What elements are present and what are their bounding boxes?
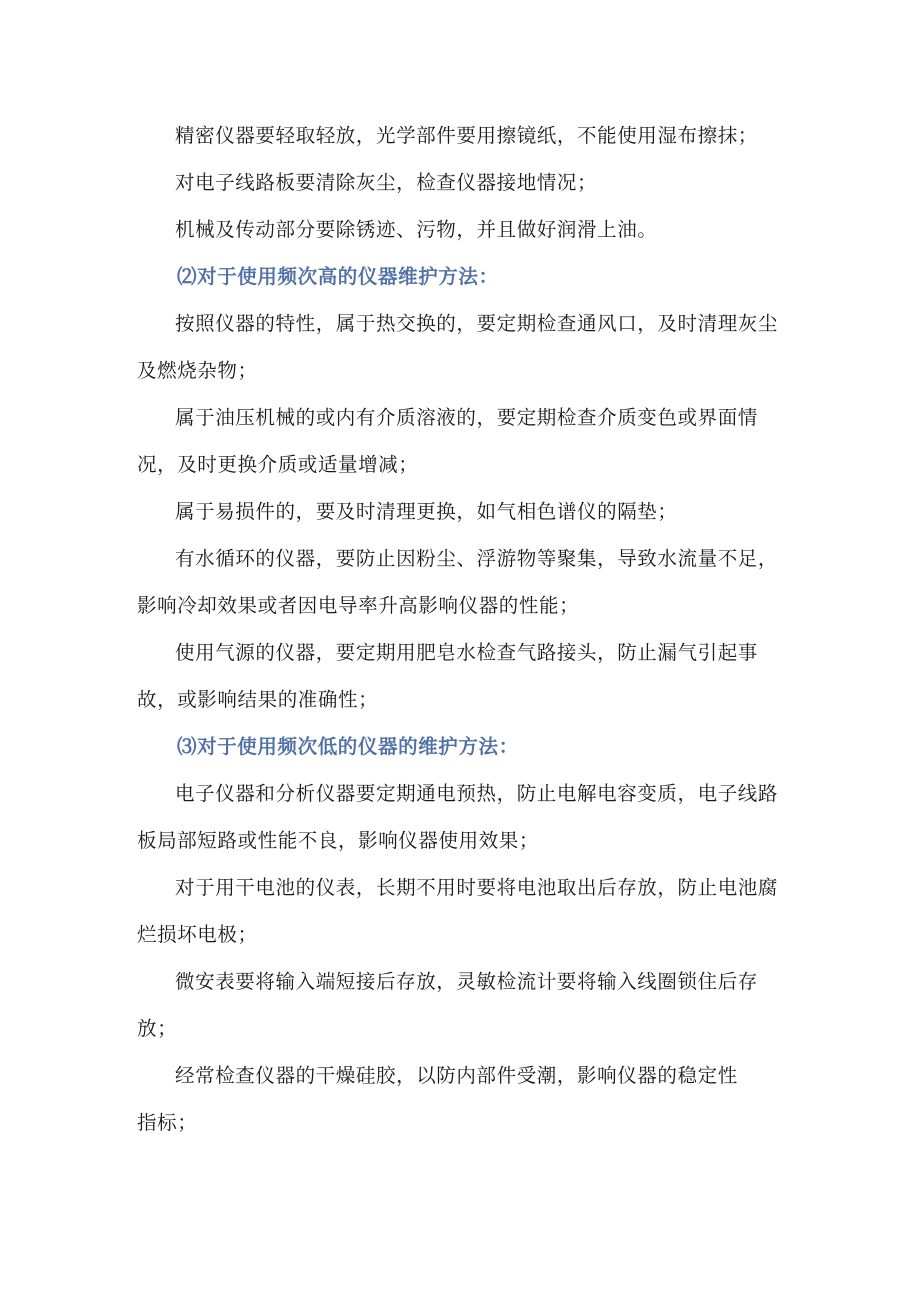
paragraph-hydraulic-medium: 属于油压机械的或内有介质溶液的，要定期检查介质变色或界面情况，及时更换介质或适量增减； [137,406,758,476]
section-heading-high-frequency: ⑵对于使用频次高的仪器维护方法： [177,265,499,288]
paragraph-mechanical-lubrication: 机械及传动部分要除锈迹、污物，并且做好润滑上油。 [175,218,658,241]
paragraph-silica-gel-check: 经常检查仪器的干燥硅胶，以防内部件受潮，影响仪器的稳定性指标； [137,1064,738,1134]
document-body [137,112,797,1146]
paragraph-heat-exchange: 按照仪器的特性，属于热交换的，要定期检查通风口，及时清理灰尘及燃烧杂物； [137,312,779,382]
paragraph-gas-source: 使用气源的仪器，要定期用肥皂水检查气路接头，防止漏气引起事故，或影响结果的准确性； [137,641,758,711]
paragraph-electronic-preheat: 电子仪器和分析仪器要定期通电预热，防止电解电容变质，电子线路板局部短路或性能不良，影响仪器使用效果； [137,782,779,852]
paragraph-dry-battery: 对于用干电池的仪表，长期不用时要将电池取出后存放，防止电池腐烂损坏电极； [137,876,779,946]
paragraph-wear-parts: 属于易损件的，要及时清理更换，如气相色谱仪的隔垫； [175,500,678,523]
paragraph-water-circulation: 有水循环的仪器，要防止因粉尘、浮游物等聚集，导致水流量不足，影响冷却效果或者因电导率升高影响仪器的性能； [137,547,779,617]
paragraph-circuit-board-dust: 对电子线路板要清除灰尘，检查仪器接地情况； [175,171,598,194]
paragraph-microammeter-storage: 微安表要将输入端短接后存放，灵敏检流计要将输入线圈锁住后存放； [137,970,758,1040]
section-heading-low-frequency: ⑶对于使用频次低的仪器的维护方法： [177,735,519,758]
paragraph-handle-precision-instruments: 精密仪器要轻取轻放，光学部件要用擦镜纸，不能使用湿布擦抹； [175,124,758,147]
